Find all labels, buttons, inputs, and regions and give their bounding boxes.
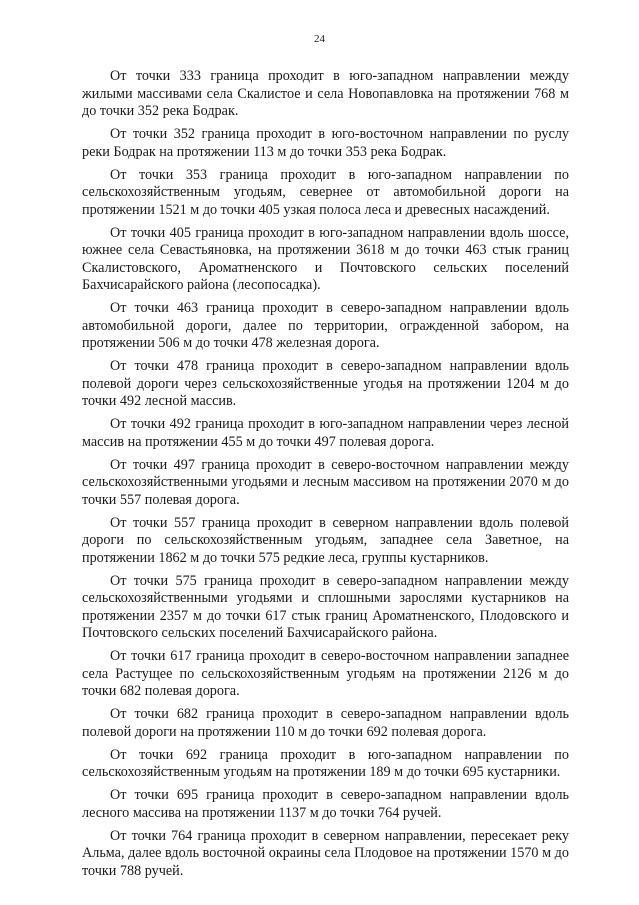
paragraph-1: От точки 333 граница проходит в юго-западном направлении между жилыми массивами села Скалистое и села Новопавловка на протяжении 768 м до точки 352 река Бодрак.: [82, 68, 569, 119]
paragraph-4: От точки 405 граница проходит в юго-западном направлении вдоль шоссе, южнее села Севастьяновка, на протяжении 3618 м до точки 463 стык границ Скалистовского, Ароматненского и Почтовского сельских поселений Бахчисарайского района (лесопосадка).: [82, 224, 569, 293]
paragraph-6: От точки 478 граница проходит в северо-западном направлении вдоль полевой дороги через сельскохозяйственные угодья на протяжении 1204 м до точки 492 лесной массив.: [82, 358, 569, 409]
page-number: 24: [314, 33, 325, 45]
paragraph-11: От точки 617 граница проходит в северо-восточном направлении западнее села Растущее по сельскохозяйственным угодьям на протяжении 2126 м до точки 682 полевая дорога.: [82, 648, 569, 699]
paragraph-15: От точки 764 граница проходит в северном направлении, пересекает реку Альма, далее вдоль восточной окраины села Плодовое на протяжении 1570 м до точки 788 ручей.: [82, 827, 569, 879]
paragraph-5: От точки 463 граница проходит в северо-западном направлении вдоль автомобильной дороги, далее по территории, огражденной забором, на протяжении 506 м до точки 478 железная дорога.: [82, 300, 569, 351]
paragraph-7: От точки 492 граница проходит в юго-западном направлении через лесной массив на протяжении 455 м до точки 497 полевая дорога.: [82, 416, 569, 450]
paragraph-14: От точки 695 граница проходит в северо-западном направлении вдоль лесного массива на протяжении 1137 м до точки 764 ручей.: [82, 787, 569, 821]
paragraph-10: От точки 575 граница проходит в северо-западном направлении между сельскохозяйственными угодьями и сплошными зарослями кустарников на протяжении 2357 м до точки 617 стык границ Ароматненского, Плодовского и Почтовского сельских поселений Бахчисарайского района.: [82, 572, 569, 641]
paragraph-3: От точки 353 граница проходит в юго-западном направлении по сельскохозяйственным угодьям, севернее от автомобильной дороги на протяжении 1521 м до точки 405 узкая полоса леса и древесных насаждений.: [82, 166, 569, 218]
paragraph-12: От точки 682 граница проходит в северо-западном направлении вдоль полевой дороги на протяжении 110 м до точки 692 полевая дорога.: [82, 706, 569, 740]
paragraph-2: От точки 352 граница проходит в юго-восточном направлении по руслу реки Бодрак на протяжении 113 м до точки 353 река Бодрак.: [82, 126, 569, 160]
paragraph-13: От точки 692 граница проходит в юго-западном направлении по сельскохозяйственным угодьям на протяжении 189 м до точки 695 кустарники.: [82, 746, 569, 780]
document-body: [82, 68, 569, 886]
paragraph-9: От точки 557 граница проходит в северном направлении вдоль полевой дороги по сельскохозяйственным угодьям, западнее села Заветное, на протяжении 1862 м до точки 575 редкие леса, группы кустарников.: [82, 514, 569, 566]
paragraph-8: От точки 497 граница проходит в северо-восточном направлении между сельскохозяйственными угодьями и лесным массивом на протяжении 2070 м до точки 557 полевая дорога.: [82, 456, 569, 508]
